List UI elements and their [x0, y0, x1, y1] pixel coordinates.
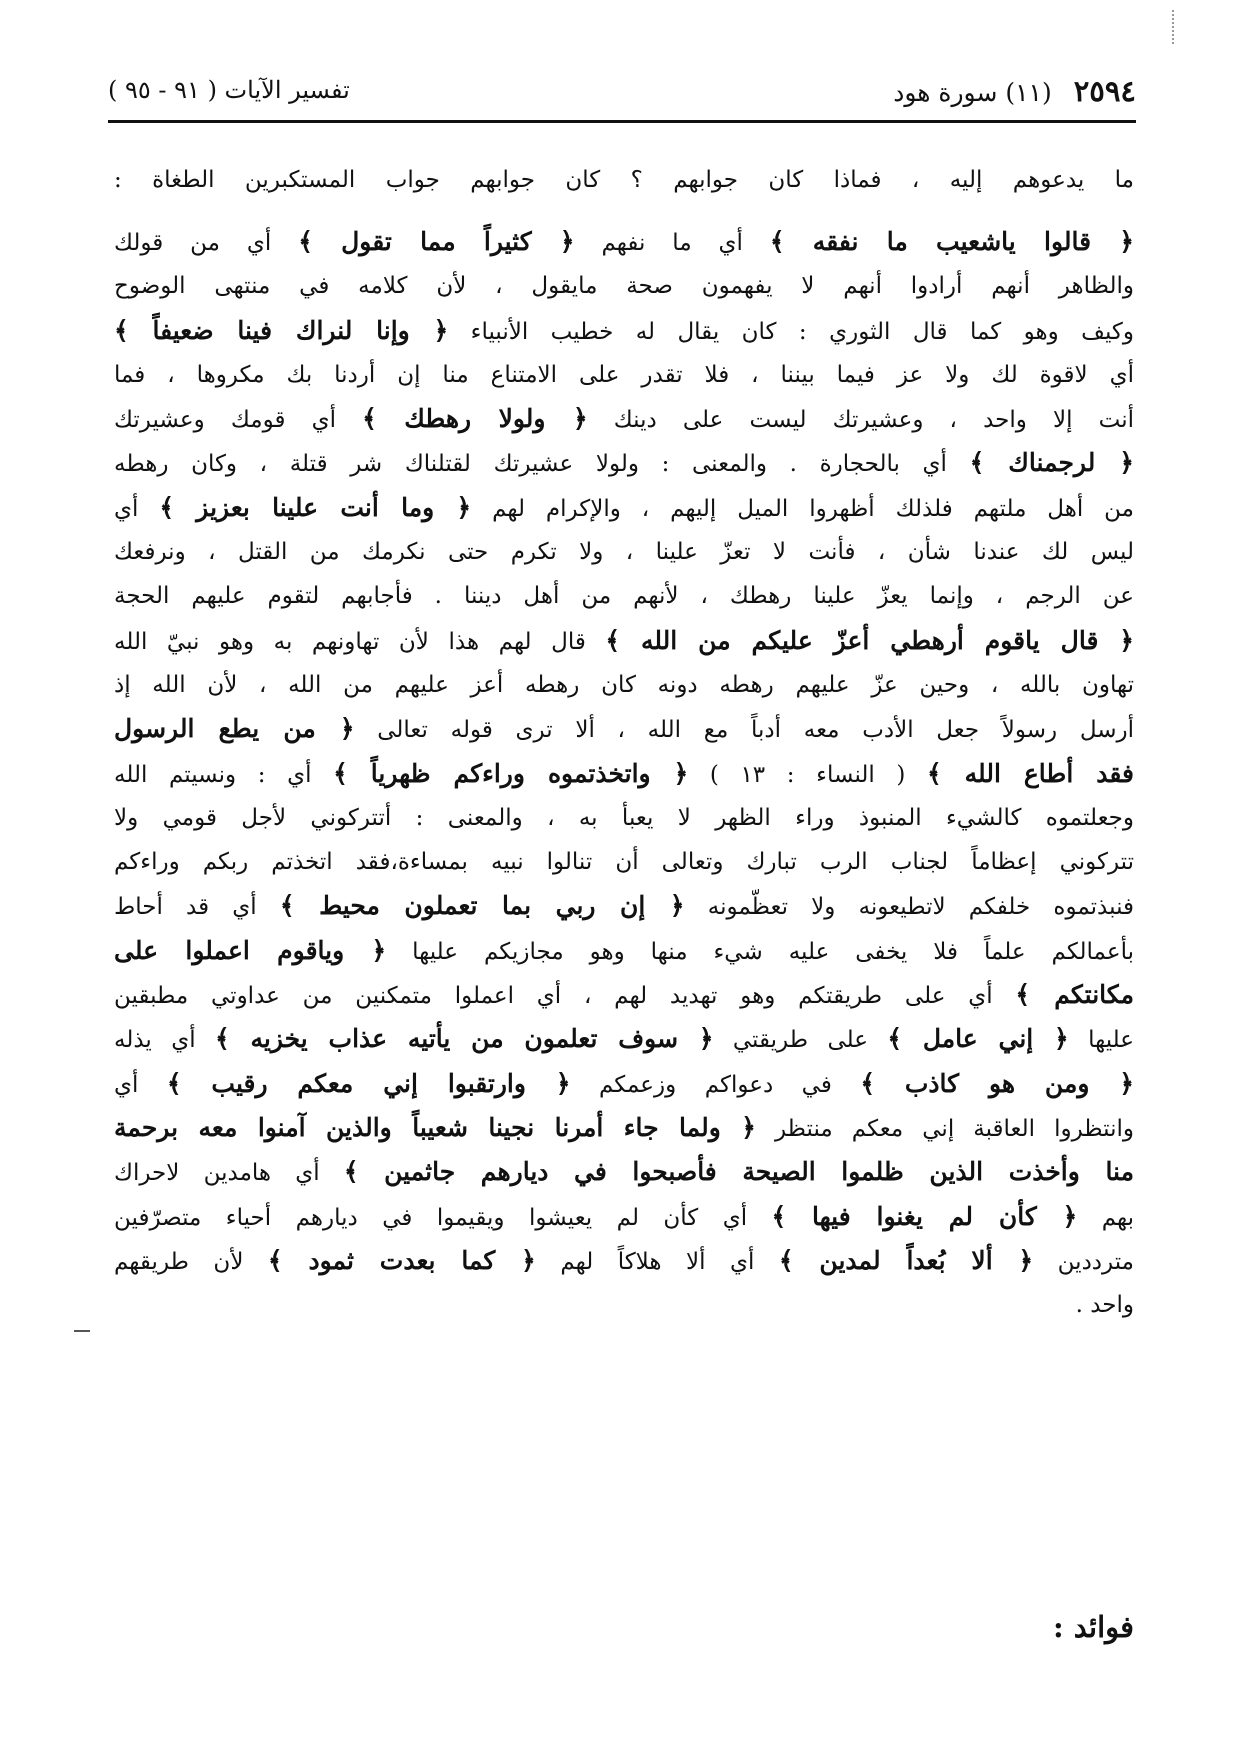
quran-quote: مكانتكم ﴾: [1015, 980, 1134, 1010]
scan-mark: [74, 1330, 90, 1332]
quran-quote: ﴿ سوف تعلمون من يأتيه عذاب يخزيه ﴾: [215, 1024, 714, 1054]
text-line: [114, 1283, 1134, 1327]
commentary-text: أي قد أحاط: [114, 894, 280, 921]
text-line: [114, 441, 1134, 485]
commentary-text: تتركوني إعظاماً لجناب الرب تبارك وتعالى أن تنالوا نبيه بمساءة،فقد اتخذتم ربكم وراءكم: [114, 849, 1134, 876]
commentary-text: أي: [114, 495, 160, 522]
commentary-text: لأن طريقهم: [114, 1248, 268, 1275]
commentary-text: من أهل ملتهم فلذلك أظهروا الميل إليهم ، والإكرام لهم: [471, 495, 1134, 522]
text-line: [114, 707, 1134, 751]
quran-quote: ﴿ كأن لم يغنوا فيها ﴾: [771, 1201, 1078, 1231]
text-line: [114, 1106, 1134, 1150]
scan-mark: [1172, 10, 1178, 44]
quran-quote: فقد أطاع الله ﴾: [927, 758, 1134, 788]
commentary-text: أي بالحجارة . والمعنى : ولولا عشيرتك لقتلناك شر قتلة ، وكان رهطه: [114, 451, 970, 478]
text-line: [114, 840, 1134, 884]
commentary-text: تهاون بالله ، وحين عزّ عليهم رهطه دونه كان رهطه أعز عليهم من الله ، لأن الله إذ: [114, 671, 1134, 698]
quran-quote: ﴿ ألا بُعداً لمدين ﴾: [778, 1245, 1034, 1275]
commentary-text: بهم: [1077, 1204, 1134, 1231]
commentary-text: أي ما نفهم: [574, 230, 770, 256]
quran-quote: ﴿ لرجمناك ﴾: [969, 448, 1134, 478]
text-line: [114, 619, 1134, 663]
text-line: [114, 752, 1134, 796]
page-header: [108, 74, 1136, 118]
commentary-text: ( النساء : ١٣ ): [688, 761, 927, 788]
text-line: [114, 796, 1134, 840]
section-title: تفسير الآيات ( ٩١ - ٩٥ ): [108, 76, 350, 104]
text-line: [114, 309, 1134, 353]
body-paragraph: [114, 220, 1134, 1327]
quran-quote: ﴿ إن ربي بما تعملون محيط ﴾: [279, 891, 685, 921]
commentary-text: أي: [114, 1071, 167, 1098]
header-rule: [108, 120, 1136, 123]
text-line: [114, 663, 1134, 707]
commentary-text: أي لاقوة لك ولا عز فيما بيننا ، فلا تقدر على الامتناع منا إن أردنا بك مكروها ، فما: [114, 361, 1134, 388]
quran-quote: ﴿ وياقوم اعملوا على: [114, 935, 387, 965]
quran-quote: ﴿ كثيراً مما تقول ﴾: [298, 227, 575, 256]
intro-line: ما يدعوهم إليه ، فماذا كان جوابهم ؟ كان جوابهم جواب المستكبرين الطغاة :: [114, 167, 1134, 193]
text-line: [114, 1195, 1134, 1239]
commentary-text: أي على طريقتكم وهو تهديد لهم ، أي اعملوا متمكنين من عداوتي مطبقين: [114, 983, 1016, 1010]
commentary-text: أي هامدين لاحراك: [114, 1160, 344, 1187]
commentary-text: عن الرجم ، وإنما يعزّ علينا رهطك ، لأنهم من أهل ديننا . فأجابهم لتقوم عليهم الحجة: [114, 583, 1134, 610]
commentary-text: أرسل رسولاً جعل الأدب معه أدباً مع الله ، ألا ترى قوله تعالى: [354, 717, 1134, 744]
quran-quote: ﴿ وإنا لنراك فينا ضعيفاً ﴾: [114, 315, 449, 345]
text-line: [114, 486, 1134, 530]
header-right: [893, 74, 1136, 108]
text-line: [114, 220, 1134, 264]
page-number: ٢٥٩٤: [1073, 74, 1136, 108]
text-line: [114, 264, 1134, 308]
quran-quote: ﴿ من يطع الرسول: [114, 714, 355, 744]
commentary-text: واحد .: [1075, 1292, 1134, 1319]
quran-quote: ﴿ وما أنت علينا بعزيز ﴾: [159, 492, 472, 522]
text-line: [114, 1062, 1134, 1106]
quran-quote: ﴿ واتخذتموه وراءكم ظهرياً ﴾: [333, 758, 689, 788]
commentary-text: وكيف وهو كما قال الثوري : كان يقال له خطيب الأنبياء: [448, 318, 1134, 345]
commentary-text: أي قومك وعشيرتك: [114, 407, 363, 434]
commentary-text: قال لهم هذا لأن تهاونهم به وهو نبيّ الله: [114, 628, 606, 655]
commentary-text: فنبذتموه خلفكم لاتطيعونه ولا تعظّمونه: [684, 894, 1134, 921]
quran-quote: ﴿ ومن هو كاذب ﴾: [860, 1068, 1134, 1098]
commentary-text: ليس لك عندنا شأن ، فأنت لا تعزّ علينا ، ولا تكرم حتى نكرمك من القتل ، ونرفعك: [114, 539, 1134, 566]
quran-quote: ﴿ وارتقبوا إني معكم رقيب ﴾: [166, 1068, 571, 1098]
commentary-text: وجعلتموه كالشيء المنبوذ وراء الظهر لا يعبأ به ، والمعنى : أتتركوني لأجل قومي ولا: [114, 804, 1134, 831]
commentary-text: أي ألا هلاكاً لهم: [535, 1248, 779, 1275]
text-line: [114, 1017, 1134, 1061]
text-line: [114, 929, 1134, 973]
text-line: [114, 574, 1134, 618]
text-line: [114, 397, 1134, 441]
quran-quote: ﴿ قالوا ياشعيب ما نفقه ﴾: [769, 227, 1134, 256]
quran-quote: ﴿ ولولا رهطك ﴾: [362, 404, 588, 434]
commentary-text: بأعمالكم علماً فلا يخفى عليه شيء منها وهو مجازيكم عليها: [386, 938, 1134, 965]
text-line: [114, 973, 1134, 1017]
text-line: [114, 1239, 1134, 1283]
quran-quote: ﴿ قال ياقوم أرهطي أعزّ عليكم من الله ﴾: [605, 625, 1134, 655]
commentary-text: وانتظروا العاقبة إني معكم منتظر: [755, 1115, 1134, 1142]
commentary-text: في دعواكم وزعمكم: [570, 1071, 861, 1098]
commentary-text: أي من قولك: [114, 230, 299, 256]
quran-quote: ﴿ إني عامل ﴾: [887, 1024, 1069, 1054]
commentary-text: والظاهر أنهم أرادوا أنهم لا يفهمون صحة مايقول ، لأن كلامه في منتهى الوضوح: [114, 273, 1134, 300]
text-line: [114, 353, 1134, 397]
page-body: [114, 160, 1134, 1327]
quran-quote: ﴿ كما بعدت ثمود ﴾: [267, 1245, 536, 1275]
text-line: [114, 530, 1134, 574]
text-line: [114, 884, 1134, 928]
commentary-text: على طريقتي: [713, 1027, 888, 1054]
fawaid-heading: فوائد :: [1053, 1610, 1134, 1644]
commentary-text: أي : ونسيتم الله: [114, 761, 334, 788]
surah-title: (١١) سورة هود: [893, 78, 1052, 107]
commentary-text: أنت إلا واحد ، وعشيرتك ليست على دينك: [587, 407, 1134, 434]
text-line: [114, 1150, 1134, 1194]
quran-quote: ﴿ ولما جاء أمرنا نجينا شعيباً والذين آمنوا معه برحمة: [114, 1112, 756, 1142]
commentary-text: أي كأن لم يعيشوا ويقيموا في ديارهم أحياء متصرّفين: [114, 1204, 772, 1231]
commentary-text: عليها: [1068, 1027, 1134, 1054]
commentary-text: أي يذله: [114, 1027, 216, 1054]
quran-quote: منا وأخذت الذين ظلموا الصيحة فأصبحوا في ديارهم جاثمين ﴾: [343, 1157, 1134, 1187]
commentary-text: مترددين: [1033, 1248, 1134, 1275]
